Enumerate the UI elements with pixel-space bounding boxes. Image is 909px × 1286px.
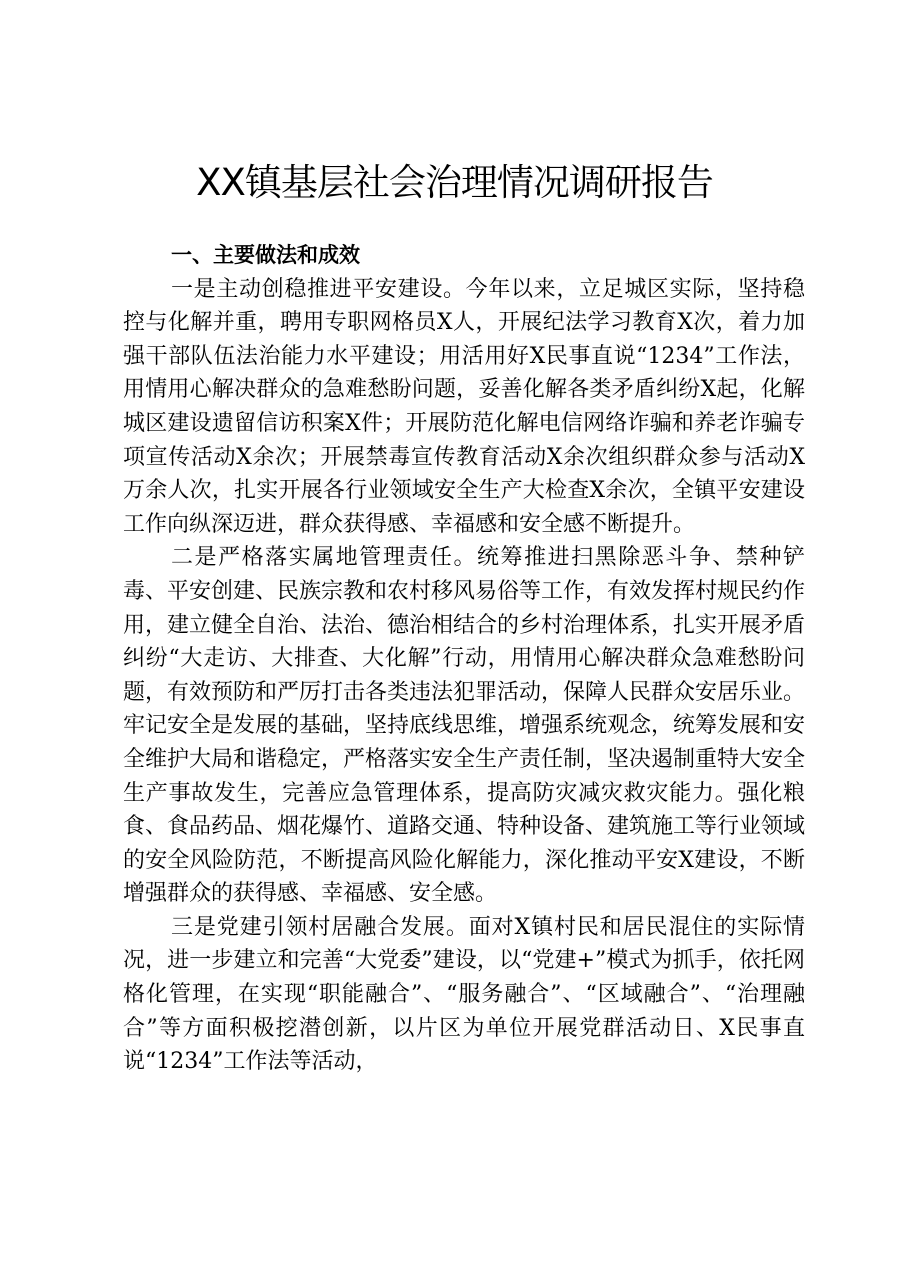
section-heading: 一、主要做法和成效 — [171, 243, 360, 267]
paragraph-3: 三是党建引领村居融合发展。面对X镇村民和居民混住的实际情况，进一步建立和完善“大党委”建设，以“党建+”模式为抓手，依托网格化管理，在实现“职能融合”、“服务融合”、“区域融合”、“治理融合”等方面积极挖潜创新，以片区为单位开展党群活动日、X民事直说“1234”工作法等活动， — [123, 914, 805, 1075]
document-body — [123, 239, 805, 1079]
document-title: XX镇基层社会治理情况调研报告 — [196, 161, 713, 204]
paragraph-1: 一是主动创稳推进平安建设。今年以来，立足城区实际，坚持稳控与化解并重，聘用专职网格员X人，开展纪法学习教育X次，着力加强干部队伍法治能力水平建设；用活用好X民事直说“1234”工作法，用情用心解决群众的急难愁盼问题，妥善化解各类矛盾纠纷X起，化解城区建设遗留信访积案X件；开展防范化解电信网络诈骗和养老诈骗专项宣传活动X余次；开展禁毒宣传教育活动X余次组织群众参与活动X万余人次，扎实开展各行业领域安全生产大检查X余次，全镇平安建设工作向纵深迈进，群众获得感、幸福感和安全感不断提升。 — [123, 276, 805, 537]
paragraph-2: 二是严格落实属地管理责任。统筹推进扫黑除恶斗争、禁种铲毒、平安创建、民族宗教和农村移风易俗等工作，有效发挥村规民约作用，建立健全自治、法治、德治相结合的乡村治理体系，扎实开展矛盾纠纷“大走访、大排查、大化解”行动，用情用心解决群众急难愁盼问题，有效预防和严厉打击各类违法犯罪活动，保障人民群众安居乐业。牢记安全是发展的基础，坚持底线思维，增强系统观念，统筹发展和安全维护大局和谐稳定，严格落实安全生产责任制，坚决遏制重特大安全生产事故发生，完善应急管理体系，提高防灾减灾救灾能力。强化粮食、食品药品、烟花爆竹、道路交通、特种设备、建筑施工等行业领域的安全风险防范，不断提高风险化解能力，深化推动平安X建设，不断增强群众的获得感、幸福感、安全感。 — [123, 545, 806, 907]
